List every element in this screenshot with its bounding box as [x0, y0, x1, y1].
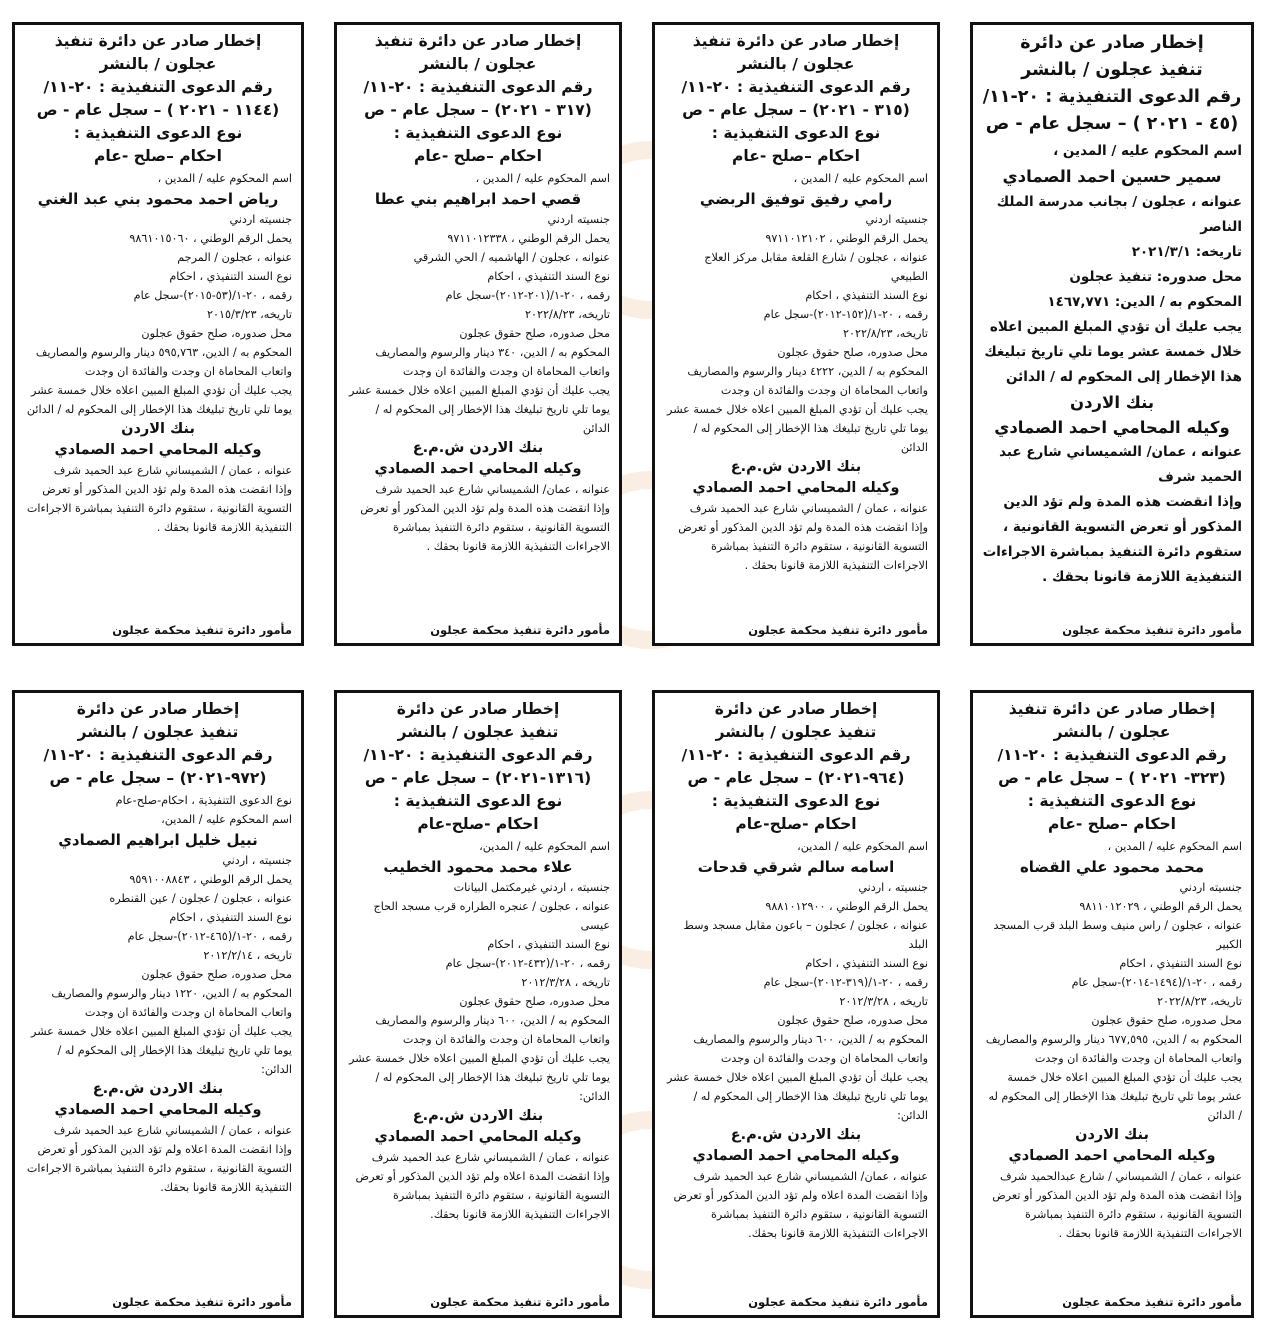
notice-footer: مأمور دائرة تنفيذ محكمة عجلون: [748, 623, 928, 637]
notice-text-line: يحمل الرقم الوطني ، ٩٥٩١٠٠٨٨٤٣: [129, 873, 292, 886]
notice-body: [346, 169, 610, 619]
notice-footer: مأمور دائرة تنفيذ محكمة عجلون: [112, 623, 292, 637]
notice-text-line: يحمل الرقم الوطني ، ٩٧١١٠١٢١٠٢: [765, 232, 928, 245]
creditor-line: بنك الاردن ش.م.ع: [412, 1108, 544, 1124]
notice-text-line: جنسيته اردني: [229, 213, 292, 226]
creditor-line: بنك الاردن: [1075, 1127, 1149, 1143]
debtor-name: رياض احمد محمود بني عبد الغني: [37, 190, 279, 208]
creditor-line: بنك الاردن ش.م.ع: [730, 459, 862, 475]
notice-text-line: عنوانه ، عجلون / عجلون / عين القنطره: [109, 892, 292, 905]
notice-heading-line: (٩٦٤-٢٠٢١) – سجل عام - ص: [687, 769, 905, 787]
notice-heading-line: نوع الدعوى التنفيذية :: [711, 124, 881, 142]
notice-footer: مأمور دائرة تنفيذ محكمة عجلون: [112, 1295, 292, 1309]
notice-heading-line: احكام –صلح -عام: [732, 147, 860, 165]
notice-text-line: عنوانه ، عجلون / عجلون – باعون مقابل مسجد وسط البلد: [683, 919, 928, 951]
notice-heading-line: إخطار صادر عن دائرة تنفيذ: [692, 32, 900, 50]
notice-heading-line: إخطار صادر عن دائرة تنفيذ: [374, 32, 582, 50]
notice-text-line: عنوانه ، عجلون / المرجم: [177, 251, 292, 264]
debtor-name: محمد محمود علي القضاه: [1019, 858, 1205, 876]
notice-text-line: يجب عليك أن تؤدي المبلغ المبين اعلاه خلال خمسة عشر يوما تلي تاريخ تبليغك هذا الإخطار إلى المحكوم له / الدائن: [988, 1071, 1242, 1122]
notice-text-line: عنوانه ، عمان / الشميساني شارع عبد الحميد شرف: [371, 1151, 610, 1164]
notice-heading-line: احكام -صلح-عام: [417, 815, 539, 833]
notice-text-line: المحكوم به / الدين: ١٤٦٧,٧٧١: [1047, 294, 1242, 310]
notice-text-line: جنسيته ، اردني: [222, 854, 292, 867]
notice-text-line: تاريخه، ٢٠١٥/٣/٢٣: [206, 308, 292, 321]
notice-text-line: يحمل الرقم الوطني ، ٩٨٦١٠١٥٠٦٠: [129, 232, 292, 245]
notice-heading-line: تنفيذ عجلون / بالنشر: [77, 723, 239, 741]
notice-text-line: محل صدوره، صلح حقوق عجلون: [141, 327, 292, 340]
notice-text-line: عنوانه ، عمان / الشميساني شارع عبد الحميد شرف: [689, 502, 928, 515]
creditor-line: بنك الاردن ش.م.ع: [730, 1127, 862, 1143]
notice-heading-line: إخطار صادر عن دائرة تنفيذ: [54, 32, 262, 50]
notice-text-line: عنوانه ، عمان/ الشميساني شارع عبد الحميد شرف: [999, 444, 1242, 485]
notice-text-line: جنسيته ، اردني: [858, 881, 928, 894]
notice-text-line: المحكوم به / الدين، ٦٧٧,٥٩٥ دينار والرسوم والمصاريف واتعاب المحاماة ان وجدت والفائدة ان وجدت: [985, 1033, 1242, 1065]
notice-text-line: اسم المحكوم عليه / المدين ،: [157, 172, 292, 185]
notice-text-line: عنوانه ، عمان / الشميساني شارع عبد الحميد شرف: [53, 1124, 292, 1137]
notice-text-line: جنسيته اردني: [1179, 881, 1242, 894]
notice-text-line: نوع السند التنفيذي ، احكام: [169, 911, 292, 924]
notice-text-line: تاريخه، ٢٠٢٢/٨/٢٣: [524, 308, 610, 321]
notice-text-line: يجب عليك أن تؤدي المبلغ المبين اعلاه خلال خمسة عشر يوما تلي تاريخ تبليغك هذا الإخطار إلى المحكوم له / الدائن: [984, 319, 1242, 385]
notice-text-line: عنوانه ، عجلون / الهاشميه / الحي الشرقي: [413, 251, 610, 264]
creditor-line: وكيله المحامي احمد الصمادي: [54, 442, 262, 458]
notice-text-line: وإذا انقضت هذه المدة ولم تؤد الدين المذكور أو تعرض التسوية القانونية ، ستقوم دائرة التنفيذ بمباشرة الاجراءات التنفيذية اللازمة قانونا بحقك .: [360, 502, 610, 553]
notice-text-line: نوع السند التنفيذي ، احكام: [487, 938, 610, 951]
notice-text-line: يجب عليك أن تؤدي المبلغ المبين اعلاه خلال خمسة عشر يوما تلي تاريخ تبليغك هذا الإخطار إلى المحكوم له / الدائن: [667, 403, 928, 454]
notice-heading-line: عجلون / بالنشر: [99, 55, 217, 73]
notice-heading-line: (٩٧٢-٢٠٢١) – سجل عام - ص: [49, 769, 267, 787]
notice-text-line: رقمه ، ٢٠-١/(١٤٩٤-٢٠١٤)-سجل عام: [1071, 976, 1242, 989]
notice-text-line: المحكوم به / الدين، ٣٤٠ دينار والرسوم والمصاريف واتعاب المحاماة ان وجدت والفائدة ان وجدت: [375, 346, 610, 378]
notice-3: [334, 22, 622, 646]
notice-text-line: عنوانه ، عمان/ الشميساني شارع عبد الحميد شرف: [693, 1170, 928, 1183]
notice-1: [970, 22, 1254, 646]
notice-heading-line: رقم الدعوى التنفيذية : ٢٠-١١/: [363, 746, 593, 764]
notice-text-line: محل صدوره، صلح حقوق عجلون: [777, 346, 928, 359]
notice-heading-line: نوع الدعوى التنفيذية :: [393, 124, 563, 142]
notice-text-line: يجب عليك أن تؤدي المبلغ المبين اعلاه خلال خمسة عشر يوما تلي تاريخ تبليغك هذا الإخطار إلى المحكوم له / الدائن:: [349, 1052, 610, 1103]
notice-text-line: وإذا انقضت هذه المدة ولم تؤد الدين المذكور أو تعرض التسوية القانونية ، ستقوم دائرة التنفيذ بمباشرة الاجراءات التنفيذية اللازمة قانونا بحقك .: [982, 494, 1242, 585]
notice-text-line: المحكوم به / الدين، ٥٩٥,٧٦٣ دينار والرسوم والمصاريف واتعاب المحاماة ان وجدت والفائدة ان وجدت: [35, 346, 292, 378]
notice-heading-line: رقم الدعوى التنفيذية : ٢٠-١١/: [982, 87, 1242, 107]
notice-text-line: وإذا انقضت هذه المدة ولم تؤد الدين المذكور أو تعرض التسوية القانونية ، ستقوم دائرة التنفيذ بمباشرة الاجراءات التنفيذية اللازمة قانونا بحقك .: [992, 1189, 1242, 1240]
creditor-line: بنك الاردن: [1069, 393, 1155, 412]
notice-body: [664, 837, 928, 1291]
notice-heading-line: إخطار صادر عن دائرة تنفيذ: [1008, 700, 1216, 718]
notice-text-line: محل صدوره، صلح حقوق عجلون: [777, 1014, 928, 1027]
notice-heading-line: رقم الدعوى التنفيذية : ٢٠-١١/: [363, 78, 593, 96]
notice-heading-line: إخطار صادر عن دائرة: [76, 700, 240, 718]
notice-heading-line: رقم الدعوى التنفيذية : ٢٠-١١/: [43, 746, 273, 764]
notice-text-line: عنوانه ، عجلون / بجانب مدرسة الملك الناصر: [996, 194, 1242, 235]
creditor-line: وكيله المحامي احمد الصمادي: [374, 1129, 582, 1145]
notice-text-line: عنوانه ، عمان / الشميساني شارع عبد الحميد شرف: [53, 464, 292, 477]
notice-text-line: المحكوم به / الدين، ٦٠٠ دينار والرسوم والمصاريف واتعاب المحاماة ان وجدت والفائدة ان وجدت: [375, 1014, 610, 1046]
notice-text-line: نوع الدعوى التنفيذية ، احكام-صلح-عام: [115, 794, 292, 807]
creditor-line: بنك الاردن ش.م.ع: [412, 440, 544, 456]
notice-heading-line: (٣٢٣- ٢٠٢١ ) – سجل عام - ص: [998, 769, 1226, 787]
notice-5: [970, 690, 1254, 1318]
notice-heading-line: عجلون / بالنشر: [737, 55, 855, 73]
debtor-name: علاء محمد محمود الخطيب: [383, 858, 573, 876]
notice-heading-line: (٣١٥ - ٢٠٢١) – سجل عام - ص: [682, 101, 910, 119]
notice-heading-line: إخطار صادر عن دائرة: [396, 700, 560, 718]
notice-body: [346, 837, 610, 1291]
creditor-line: وكيله المحامي احمد الصمادي: [374, 461, 582, 477]
notice-text-line: محل صدوره، صلح حقوق عجلون: [141, 968, 292, 981]
notice-heading-line: نوع الدعوى التنفيذية :: [1027, 792, 1197, 810]
notice-body: [982, 837, 1242, 1291]
notice-heading-line: احكام -صلح-عام: [735, 815, 857, 833]
creditor-line: بنك الاردن ش.م.ع: [92, 1081, 224, 1097]
notice-text-line: رقمه ، ٢٠-١/(٢٠١-٢٠١٢)-سجل عام: [445, 289, 610, 302]
notice-heading-line: تنفيذ عجلون / بالنشر: [715, 723, 877, 741]
notice-text-line: محل صدوره، صلح حقوق عجلون: [1091, 1014, 1242, 1027]
notice-footer: مأمور دائرة تنفيذ محكمة عجلون: [430, 623, 610, 637]
notice-text-line: تاريخه ، ٢٠١٢/٢/١٤: [203, 949, 292, 962]
notice-text-line: اسم المحكوم عليه / المدين،: [797, 840, 928, 853]
notice-heading-line: رقم الدعوى التنفيذية : ٢٠-١١/: [681, 746, 911, 764]
notice-text-line: اسم المحكوم عليه / المدين ،: [793, 172, 928, 185]
notice-heading-line: نوع الدعوى التنفيذية :: [73, 124, 243, 142]
notice-text-line: جنسيته اردني: [865, 213, 928, 226]
notice-body: [982, 139, 1242, 619]
notice-heading-line: عجلون / بالنشر: [1053, 723, 1171, 741]
notice-8: [12, 690, 304, 1318]
debtor-name: رامي رفيق توفيق الربضي: [699, 190, 893, 208]
notice-text-line: عنوانه ، عمان/ الشميساني شارع عبد الحميد شرف: [375, 483, 610, 496]
notice-heading-line: عجلون / بالنشر: [419, 55, 537, 73]
notice-text-line: يجب عليك أن تؤدي المبلغ المبين اعلاه خلال خمسة عشر يوما تلي تاريخ تبليغك هذا الإخطار إلى المحكوم له / الدائن: [349, 384, 610, 435]
notice-body: [24, 791, 292, 1291]
notice-text-line: عنوانه ، عجلون / عنجره الطراره قرب مسجد الحاج عيسى: [373, 900, 610, 932]
notice-footer: مأمور دائرة تنفيذ محكمة عجلون: [430, 1295, 610, 1309]
notice-heading-line: نوع الدعوى التنفيذية :: [393, 792, 563, 810]
notice-2: [652, 22, 940, 646]
notice-4: [12, 22, 304, 646]
notice-text-line: رقمه ، ٢٠-١/(٣١٩-٢٠١٢)-سجل عام: [763, 976, 928, 989]
notice-text-line: محل صدوره، صلح حقوق عجلون: [459, 995, 610, 1008]
notice-text-line: رقمه ، ٢٠-١/(٥٣-٢٠١٥)-سجل عام: [133, 289, 292, 302]
notice-text-line: عنوانه ، عجلون / راس منيف وسط البلد قرب المسجد الكبير: [993, 919, 1242, 951]
debtor-name: نبيل خليل ابراهيم الصمادي: [58, 831, 258, 849]
notice-text-line: تاريخه، ٢٠٢٢/٨/٢٣: [1156, 995, 1242, 1008]
notice-text-line: جنسيته اردني: [547, 213, 610, 226]
notice-heading-line: رقم الدعوى التنفيذية : ٢٠-١١/: [43, 78, 273, 96]
notice-text-line: جنسيته ، اردني غيرمكتمل البيانات: [453, 881, 610, 894]
notice-text-line: محل صدوره، صلح حقوق عجلون: [459, 327, 610, 340]
notice-text-line: يحمل الرقم الوطني ، ٩٨٨١٠١٢٩٠٠: [765, 900, 928, 913]
notice-heading-line: تنفيذ عجلون / بالنشر: [397, 723, 559, 741]
debtor-name: اسامه سالم شرقي قدحات: [697, 858, 895, 876]
notice-heading-line: (٤٥ - ٢٠٢١ ) – سجل عام - ص: [985, 114, 1239, 134]
notice-text-line: يجب عليك أن تؤدي المبلغ المبين اعلاه خلال خمسة عشر يوما تلي تاريخ تبليغك هذا الإخطار إلى المحكوم له / الدائن:: [667, 1071, 928, 1122]
notice-heading-line: إخطار صادر عن دائرة: [1020, 33, 1204, 53]
notice-heading-line: (٣١٧ - ٢٠٢١) – سجل عام - ص: [364, 101, 592, 119]
debtor-name: سمير حسين احمد الصمادي: [1002, 167, 1222, 186]
creditor-line: وكيله المحامي احمد الصمادي: [994, 418, 1230, 437]
notice-heading-line: احكام –صلح -عام: [94, 147, 222, 165]
notice-text-line: وإذا انقضت هذه المدة ولم تؤد الدين المذكور أو تعرض التسوية القانونية ، ستقوم دائرة التنفيذ بمباشرة الاجراءات التنفيذية اللازمة قانونا بحقك .: [678, 521, 928, 572]
notice-text-line: تاريخه، ٢٠٢٢/٨/٢٣: [842, 327, 928, 340]
notice-heading-line: رقم الدعوى التنفيذية : ٢٠-١١/: [681, 78, 911, 96]
notice-heading-line: إخطار صادر عن دائرة: [714, 700, 878, 718]
notice-footer: مأمور دائرة تنفيذ محكمة عجلون: [748, 1295, 928, 1309]
notice-heading-line: احكام –صلح -عام: [1048, 815, 1176, 833]
notice-text-line: نوع السند التنفيذي ، احكام: [805, 289, 928, 302]
creditor-line: وكيله المحامي احمد الصمادي: [692, 1148, 900, 1164]
notice-text-line: وإذا انقضت هذه المدة ولم تؤد الدين المذكور أو تعرض التسوية القانونية ، ستقوم دائرة التنفيذ بمباشرة الاجراءات التنفيذية اللازمة قانونا بحقك .: [26, 483, 292, 534]
notice-text-line: اسم المحكوم عليه / المدين،: [161, 813, 292, 826]
notice-text-line: اسم المحكوم عليه / المدين ،: [1053, 143, 1242, 159]
notice-text-line: يحمل الرقم الوطني ، ٩٨١١٠١٢٠٢٩: [1079, 900, 1242, 913]
notice-text-line: رقمه ، ٢٠-١/(١٥٢-٢٠١٢)-سجل عام: [763, 308, 928, 321]
notice-heading-line: (١٣١٦-٢٠٢١) – سجل عام - ص: [364, 769, 592, 787]
notice-heading-line: نوع الدعوى التنفيذية :: [711, 792, 881, 810]
notice-footer: مأمور دائرة تنفيذ محكمة عجلون: [1062, 1295, 1242, 1309]
debtor-name: قصي احمد ابراهيم بني عطا: [374, 190, 582, 208]
notice-text-line: وإذا انقضت المدة اعلاه ولم تؤد الدين المذكور أو تعرض التسوية القانونية ، ستقوم دائرة التنفيذ بمباشرة الاجراءات التنفيذية اللازمة قانونا بحقك.: [355, 1170, 610, 1221]
notice-text-line: عنوانه ، عجلون / شارع القلعة مقابل مركز العلاج الطبيعي: [704, 251, 928, 283]
notice-text-line: يجب عليك أن تؤدي المبلغ المبين اعلاه خلال خمسة عشر يوما تلي تاريخ تبليغك هذا الإخطار إلى المحكوم له / الدائن:: [31, 1025, 292, 1076]
notice-text-line: اسم المحكوم عليه / المدين ،: [1107, 840, 1242, 853]
notice-heading-line: رقم الدعوى التنفيذية : ٢٠-١١/: [997, 746, 1227, 764]
notice-7: [334, 690, 622, 1318]
notice-text-line: اسم المحكوم عليه / المدين ،: [475, 172, 610, 185]
notice-6: [652, 690, 940, 1318]
notice-text-line: وإذا انقضت المدة اعلاه ولم تؤد الدين المذكور أو تعرض التسوية القانونية ، ستقوم دائرة التنفيذ بمباشرة الاجراءات التنفيذية اللازمة قانونا بحقك.: [26, 1143, 292, 1194]
creditor-line: بنك الاردن: [121, 421, 195, 437]
creditor-line: وكيله المحامي احمد الصمادي: [1008, 1148, 1216, 1164]
notice-heading-line: احكام –صلح -عام: [414, 147, 542, 165]
notice-text-line: رقمه ، ٢٠-١/(٤٦٥-٢٠١٢)-سجل عام: [127, 930, 292, 943]
notice-heading-line: تنفيذ عجلون / بالنشر: [1021, 60, 1203, 80]
notice-text-line: محل صدوره: تنفيذ عجلون: [1069, 269, 1242, 285]
notice-text-line: تاريخه ، ٢٠١٢/٣/٢٨: [839, 995, 928, 1008]
notice-body: [24, 169, 292, 619]
notice-text-line: اسم المحكوم عليه / المدين،: [479, 840, 610, 853]
creditor-line: وكيله المحامي احمد الصمادي: [692, 480, 900, 496]
notice-body: [664, 169, 928, 619]
notice-text-line: المحكوم به / الدين، ١٢٢٠ دينار والرسوم والمصاريف واتعاب المحاماة ان وجدت والفائدة ان وجدت: [51, 987, 292, 1019]
notice-text-line: وإذا انقضت المدة اعلاه ولم تؤد الدين المذكور أو تعرض التسوية القانونية ، ستقوم دائرة التنفيذ بمباشرة الاجراءات التنفيذية اللازمة قانونا بحقك.: [673, 1189, 928, 1240]
notice-text-line: يجب عليك أن تؤدي المبلغ المبين اعلاه خلال خمسة عشر يوما تلي تاريخ تبليغك هذا الإخطار إلى المحكوم له / الدائن: [26, 384, 292, 416]
notice-text-line: نوع السند التنفيذي ، احكام: [1119, 957, 1242, 970]
creditor-line: وكيله المحامي احمد الصمادي: [54, 1102, 262, 1118]
notice-text-line: رقمه ، ٢٠-١/(٤٣٢-٢٠١٢)-سجل عام: [445, 957, 610, 970]
notice-text-line: تاريخه ، ٢٠١٢/٣/٢٨: [521, 976, 610, 989]
notice-text-line: نوع السند التنفيذي ، احكام: [487, 270, 610, 283]
notice-text-line: المحكوم به / الدين، ٤٢٢٢ دينار والرسوم والمصاريف واتعاب المحاماة ان وجدت والفائدة ان وجدت: [687, 365, 928, 397]
notice-text-line: نوع السند التنفيذي ، احكام: [169, 270, 292, 283]
notice-text-line: تاريخه: ٢٠٢١/٣/١: [1131, 244, 1242, 260]
notice-heading-line: (١١٤٤ - ٢٠٢١ ) – سجل عام - ص: [36, 101, 280, 119]
notice-text-line: عنوانه ، عمان / الشميساني / شارع عبدالحميد شرف: [1000, 1170, 1242, 1183]
notice-text-line: يحمل الرقم الوطني ، ٩٧١١٠١٢٣٣٨: [447, 232, 610, 245]
notice-text-line: نوع السند التنفيذي ، احكام: [805, 957, 928, 970]
notice-footer: مأمور دائرة تنفيذ محكمة عجلون: [1062, 623, 1242, 637]
notice-text-line: المحكوم به / الدين، ٦٠٠ دينار والرسوم والمصاريف واتعاب المحاماة ان وجدت والفائدة ان وجدت: [693, 1033, 928, 1065]
